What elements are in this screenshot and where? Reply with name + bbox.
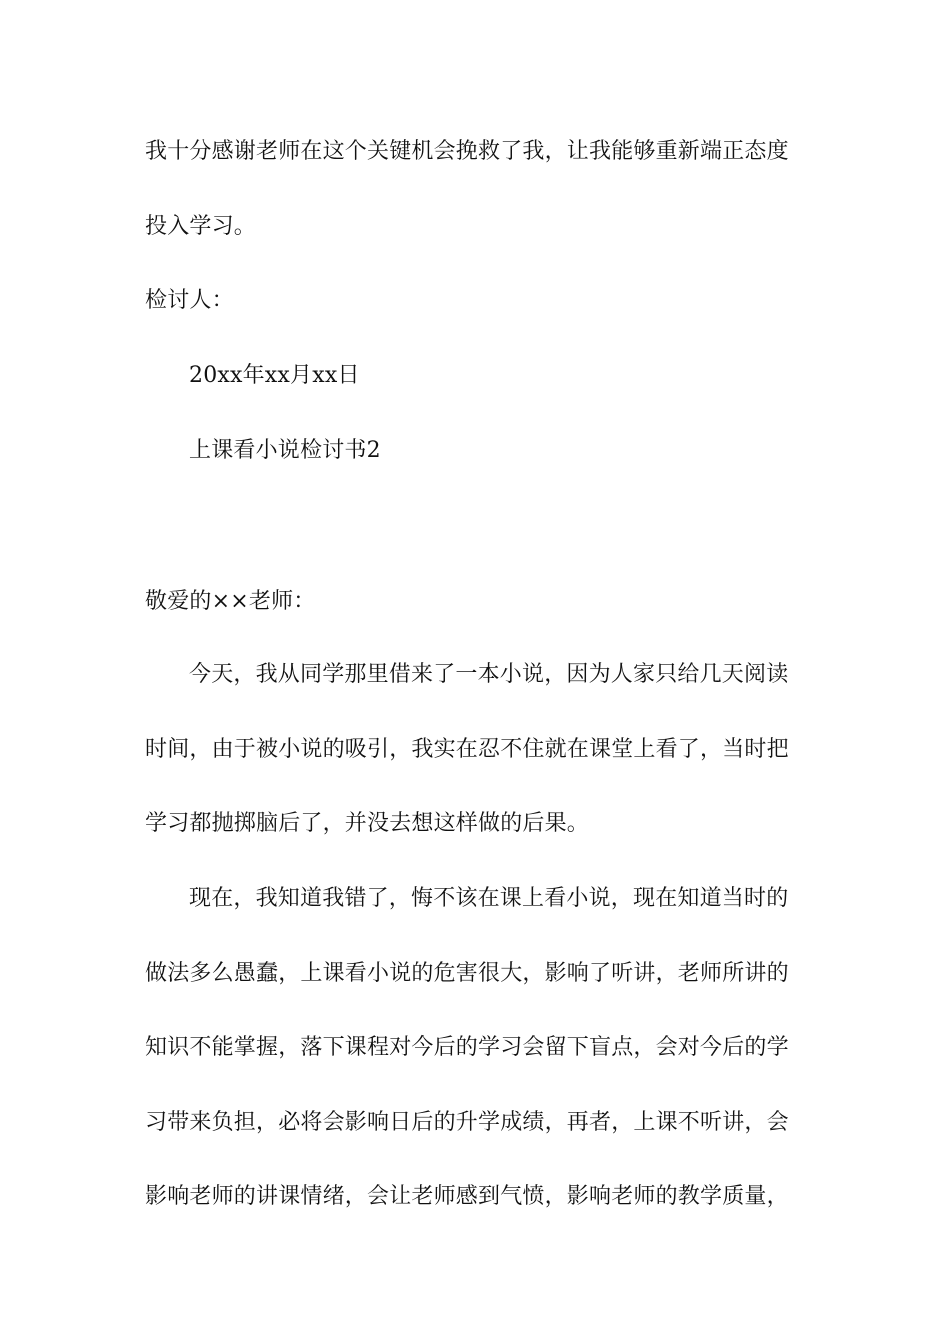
paragraph-line: 时间，由于被小说的吸引，我实在忍不住就在课堂上看了，当时把 — [145, 737, 789, 762]
paragraph-line: 知识不能掌握，落下课程对今后的学习会留下盲点，会对今后的学 — [145, 1035, 789, 1060]
signature-label: 检讨人： — [145, 288, 234, 313]
paragraph-line: 学习都抛掷脑后了，并没去想这样做的后果。 — [145, 811, 590, 836]
paragraph-line: 我十分感谢老师在这个关键机会挽救了我，让我能够重新端正态度 — [145, 139, 789, 164]
paragraph-line: 今天，我从同学那里借来了一本小说，因为人家只给几天阅读 — [189, 662, 789, 687]
paragraph-line: 现在，我知道我错了，悔不该在课上看小说，现在知道当时的 — [189, 886, 789, 911]
paragraph-line: 习带来负担，必将会影响日后的升学成绩，再者，上课不听讲，会 — [145, 1110, 789, 1135]
date-line: 20xx年xx月xx日 — [189, 363, 360, 388]
section-title: 上课看小说检讨书2 — [189, 438, 381, 463]
paragraph-line: 投入学习。 — [145, 214, 257, 239]
salutation: 敬爱的××老师： — [145, 589, 316, 614]
paragraph-line: 影响老师的讲课情绪，会让老师感到气愤，影响老师的教学质量， — [145, 1184, 789, 1209]
paragraph-line: 做法多么愚蠢，上课看小说的危害很大，影响了听讲，老师所讲的 — [145, 961, 789, 986]
